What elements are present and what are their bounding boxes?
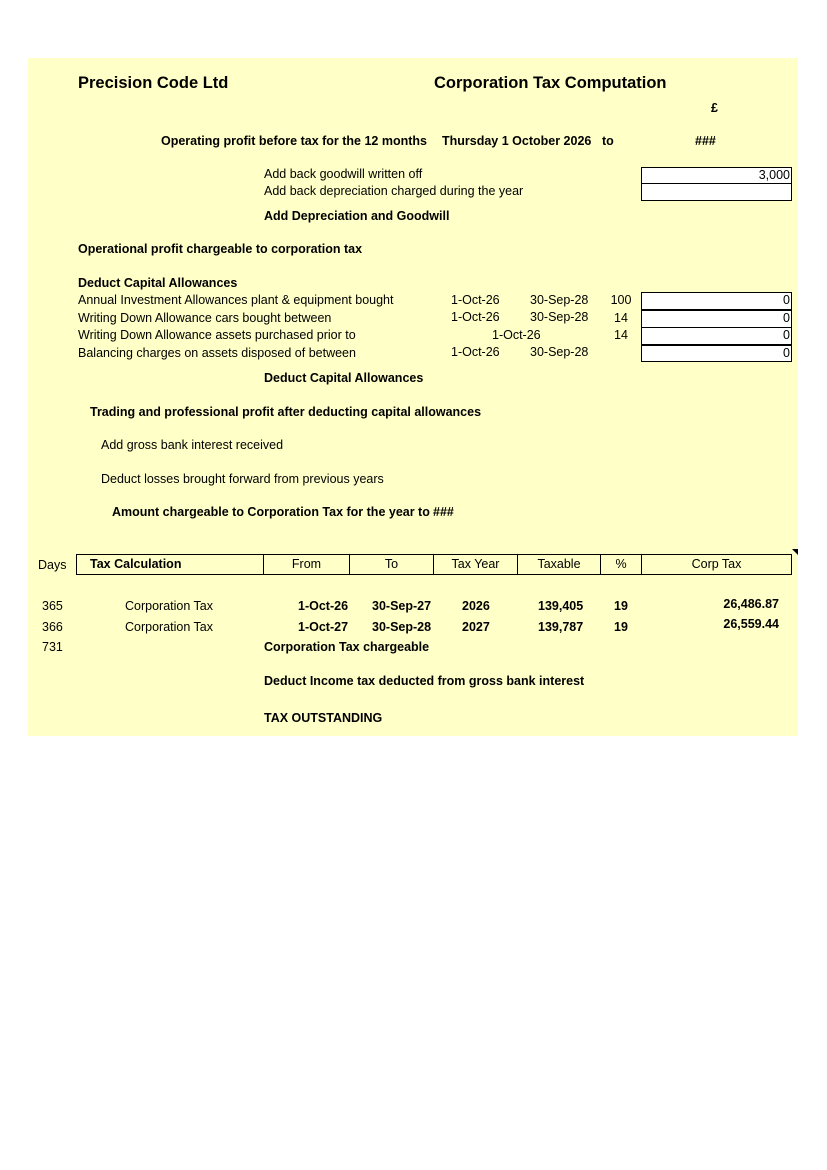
row2-year: 2027 [462,620,490,634]
row1-year: 2026 [462,599,490,613]
aia-from: 1-Oct-26 [451,293,500,307]
income-tax-deducted-label: Deduct Income tax deducted from gross bank interest [264,674,585,688]
wda-cars-label: Writing Down Allowance cars bought between [78,311,332,325]
wda-prior-label: Writing Down Allowance assets purchased prior to [78,328,356,342]
period-to-label: to [602,134,614,148]
period-start-date: Thursday 1 October 2026 [442,134,592,148]
aia-rate: 100 [610,293,632,307]
balancing-charges-to: 30-Sep-28 [530,345,589,359]
corp-tax-header: Corp Tax [641,554,792,575]
wda-prior-date: 1-Oct-26 [492,328,541,342]
page-title: Corporation Tax Computation [434,74,667,92]
amount-chargeable-label: Amount chargeable to Corporation Tax for the year to [112,505,430,519]
company-name: Precision Code Ltd [78,74,229,92]
goodwill-label: Add back goodwill written off [264,167,423,181]
to-header: To [349,554,434,575]
corp-tax-chargeable-label: Corporation Tax chargeable [264,640,430,654]
row1-name: Corporation Tax [125,599,214,613]
operating-profit-label: Operating profit before tax for the 12 months [161,134,427,148]
depreciation-value-cell[interactable] [641,183,792,201]
percent-header: % [600,554,642,575]
row1-days: 365 [42,599,63,613]
row2-taxable: 139,787 [538,620,584,634]
balancing-charges-from: 1-Oct-26 [451,345,500,359]
balancing-charges-label: Balancing charges on assets disposed of between [78,346,356,360]
row2-to: 30-Sep-28 [372,620,432,634]
from-header: From [263,554,350,575]
capital-allowances-heading: Deduct Capital Allowances [78,276,238,290]
tax-calculation-header: Tax Calculation [76,554,264,575]
period-end-value: ### [695,134,716,148]
comment-indicator-icon [792,549,798,555]
row1-corp-tax: 26,486.87 [723,597,779,611]
tax-outstanding-label: TAX OUTSTANDING [264,711,383,725]
row1-to: 30-Sep-27 [372,599,432,613]
row2-days: 366 [42,620,63,634]
row2-name: Corporation Tax [125,620,214,634]
wda-cars-value-cell[interactable]: 0 [641,310,792,328]
aia-to: 30-Sep-28 [530,293,589,307]
losses-label: Deduct losses brought forward from previous years [101,472,384,486]
wda-prior-rate: 14 [614,328,628,342]
aia-value-cell[interactable]: 0 [641,292,792,310]
trading-profit-label: Trading and professional profit after deducting capital allowances [90,405,482,419]
balancing-charges-value-cell[interactable]: 0 [641,345,792,362]
row1-taxable: 139,405 [538,599,584,613]
total-days: 731 [42,640,63,654]
goodwill-value-cell[interactable]: 3,000 [641,167,792,184]
aia-label: Annual Investment Allowances plant & equipment bought [78,293,394,307]
row1-percent: 19 [614,599,628,613]
amount-chargeable-value: ### [433,505,454,519]
row1-from: 1-Oct-26 [298,599,349,613]
operational-profit-label: Operational profit chargeable to corporation tax [78,242,363,256]
days-header: Days [38,558,67,572]
wda-cars-from: 1-Oct-26 [451,310,500,324]
row2-percent: 19 [614,620,628,634]
row2-corp-tax: 26,559.44 [723,617,779,631]
taxable-header: Taxable [517,554,601,575]
capital-allowances-subtotal-label: Deduct Capital Allowances [264,371,424,385]
bank-interest-label: Add gross bank interest received [101,438,284,452]
wda-cars-rate: 14 [614,311,628,325]
currency-symbol: £ [711,101,718,115]
add-backs-subtotal-label: Add Depreciation and Goodwill [264,209,450,223]
depreciation-label: Add back depreciation charged during the year [264,184,524,198]
tax-year-header: Tax Year [433,554,518,575]
wda-cars-to: 30-Sep-28 [530,310,589,324]
row2-from: 1-Oct-27 [298,620,349,634]
wda-prior-value-cell[interactable]: 0 [641,327,792,345]
